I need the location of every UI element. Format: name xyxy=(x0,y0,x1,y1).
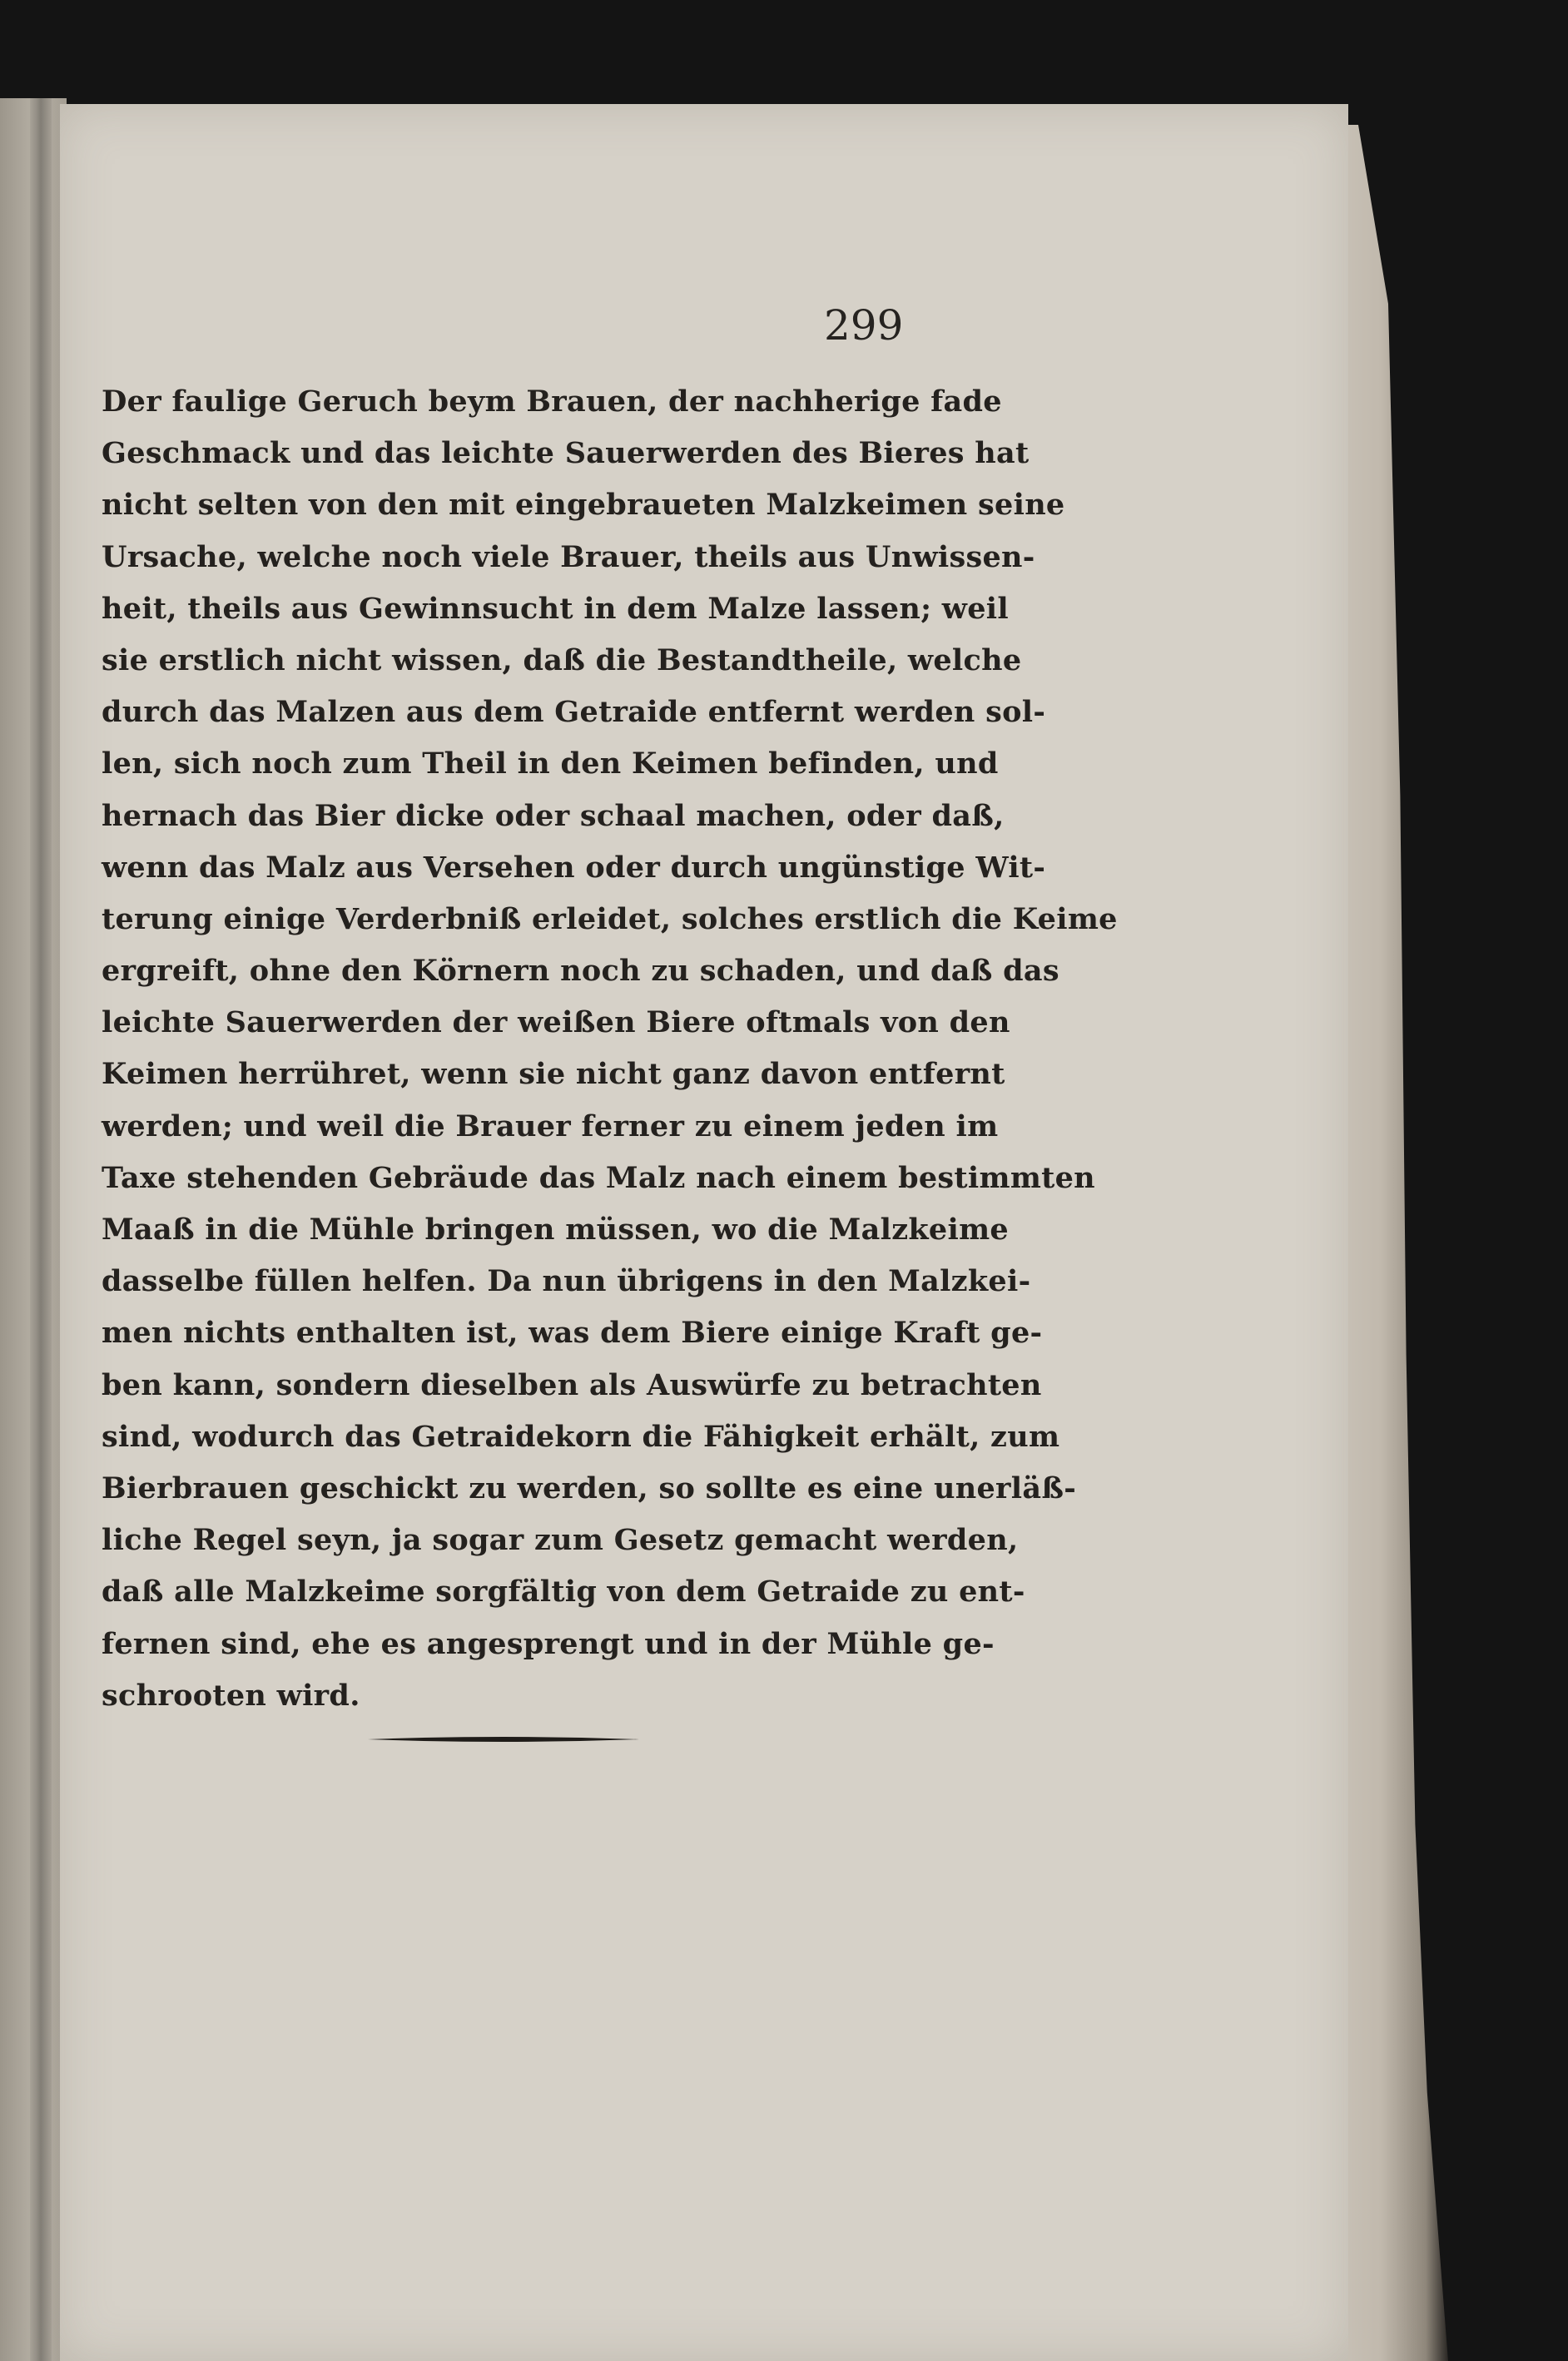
text-line: Ursache, welche noch viele Brauer, theils aus Unwissen- xyxy=(102,539,1035,574)
text-line: fernen sind, ehe es angesprengt und in der Mühle ge- xyxy=(102,1626,995,1661)
text-line: daß alle Malzkeime sorgfältig von dem Getraide zu ent- xyxy=(102,1575,1025,1610)
page-number: 299 xyxy=(824,301,904,350)
text-line: ben kann, sondern dieselben als Auswürfe zu betrachten xyxy=(102,1367,1042,1402)
text-line: sind, wodurch das Getraidekorn die Fähigkeit erhält, zum xyxy=(102,1419,1060,1454)
text-line: werden; und weil die Brauer ferner zu einem jeden im xyxy=(102,1109,999,1143)
text-line: Taxe stehenden Gebräude das Malz nach einem bestimmten xyxy=(102,1160,1095,1195)
text-line: Geschmack und das leichte Sauerwerden des Bieres hat xyxy=(102,436,1030,471)
text-line: heit, theils aus Gewinnsucht in dem Malze lassen; weil xyxy=(102,591,1009,626)
book-gutter xyxy=(30,98,52,2361)
text-line: Der faulige Geruch beym Brauen, der nachherige fade xyxy=(102,384,1002,419)
text-line: hernach das Bier dicke oder schaal machen, oder daß, xyxy=(102,798,1005,833)
text-line-last: schrooten wird. xyxy=(102,1678,360,1713)
body-text xyxy=(102,376,1118,1722)
text-line: Keimen herrühret, wenn sie nicht ganz davon entfernt xyxy=(102,1057,1005,1092)
text-line: wenn das Malz aus Versehen oder durch ungünstige Wit- xyxy=(102,850,1046,885)
text-line: dasselbe füllen helfen. Da nun übrigens in den Malzkei- xyxy=(102,1264,1031,1299)
text-line: liche Regel seyn, ja sogar zum Gesetz gemacht werden, xyxy=(102,1523,1019,1558)
text-line: sie erstlich nicht wissen, daß die Bestandtheile, welche xyxy=(102,642,1022,677)
text-line: len, sich noch zum Theil in den Keimen befinden, und xyxy=(102,746,999,781)
text-line: ergreift, ohne den Körnern noch zu schaden, und daß das xyxy=(102,954,1059,989)
text-line: men nichts enthalten ist, was dem Biere einige Kraft ge- xyxy=(102,1316,1043,1351)
text-line: nicht selten von den mit eingebraueten Malzkeimen seine xyxy=(102,488,1065,523)
text-line: terung einige Verderbniß erleidet, solches erstlich die Keime xyxy=(102,901,1118,936)
text-line: leichte Sauerwerden der weißen Biere oftmals von den xyxy=(102,1005,1010,1040)
text-line: Maaß in die Mühle bringen müssen, wo die Malzkeime xyxy=(102,1213,1010,1247)
text-line: Bierbrauen geschickt zu werden, so sollte es eine unerläß- xyxy=(102,1471,1077,1505)
decorative-end-rule xyxy=(368,1735,639,1743)
text-line: durch das Malzen aus dem Getraide entfernt werden sol- xyxy=(102,695,1046,730)
